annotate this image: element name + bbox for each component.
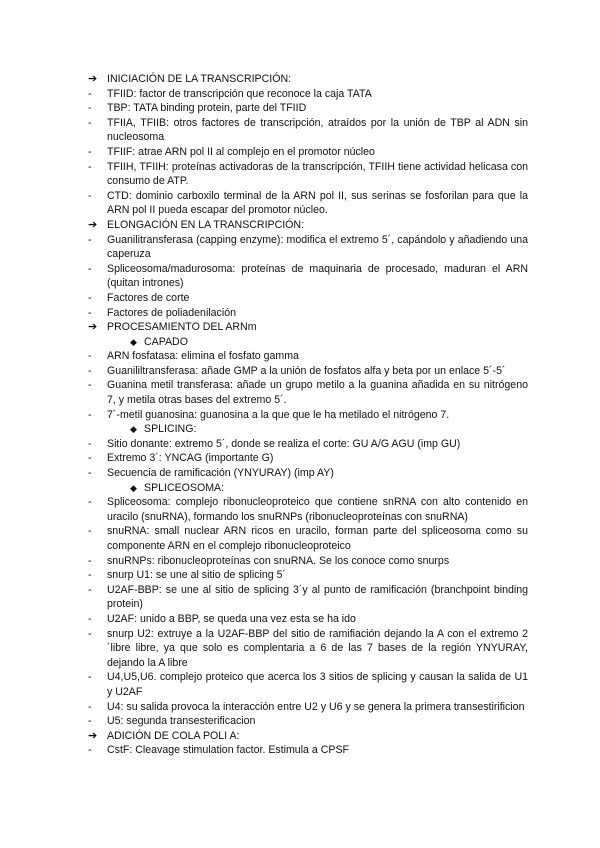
arrow-icon: ➔ xyxy=(88,729,98,742)
arrow-icon: ➔ xyxy=(88,218,98,231)
item-text: SPLICING: xyxy=(144,423,197,436)
list-item xyxy=(88,145,528,160)
item-text: TFIIA, TFIIB: otros factores de transcripción, atraídos por la unión de TBP al ADN sin nucleosoma xyxy=(107,116,528,144)
list-item xyxy=(88,116,528,145)
item-text: Extremo 3´: YNCAG (importante G) xyxy=(107,452,274,465)
item-text: Sitio donante: extremo 5´, donde se realiza el corte: GU A/G AGU (imp GU) xyxy=(107,437,461,450)
dash-bullet: - xyxy=(88,496,92,509)
dash-bullet: - xyxy=(88,189,92,202)
list-item xyxy=(88,583,528,612)
item-text: Spliceosoma: complejo ribonucleoproteico que contiene snRNA con alto contenido en uracilo (snuRNA), formando los snuRNPs (ribonucleoproteínas con snuRNA) xyxy=(107,496,528,523)
dash-bullet: - xyxy=(88,350,92,363)
item-text: snurp U1: se une al sitio de splicing 5´ xyxy=(107,569,287,582)
notes-list xyxy=(88,72,528,758)
dash-bullet: - xyxy=(88,262,92,275)
item-text: PROCESAMIENTO DEL ARNm xyxy=(107,321,257,334)
item-text: U5: segunda transesterificacion xyxy=(107,715,256,728)
dash-bullet: - xyxy=(88,233,92,246)
item-text: ADICIÓN DE COLA POLI A: xyxy=(107,729,240,742)
list-item xyxy=(88,743,528,758)
list-item xyxy=(88,349,528,364)
list-item xyxy=(88,378,528,407)
list-item xyxy=(88,306,528,321)
dash-bullet: - xyxy=(88,437,92,450)
item-text: Guanililtransferasa: añade GMP a la unión de fosfatos alfa y beta por un enlace 5´-5´ xyxy=(107,364,506,377)
list-item xyxy=(88,466,528,481)
item-text: TBP: TATA binding protein, parte del TFIID xyxy=(107,102,307,115)
item-text: CAPADO xyxy=(144,335,188,348)
item-text: snuRNA: small nuclear ARN ricos en uracilo, forman parte del spliceosoma como su componente ARN en el complejo ribonucleoproteico xyxy=(107,525,528,552)
item-text: U4: su salida provoca la interacción entre U2 y U6 y se genera la primera transestirificion xyxy=(107,700,525,713)
item-text: TFIIF: atrae ARN pol II al complejo en el promotor núcleo xyxy=(107,145,375,158)
list-item xyxy=(88,437,528,452)
dash-bullet: - xyxy=(88,612,92,625)
dash-bullet: - xyxy=(88,452,92,465)
subsection-heading xyxy=(88,481,528,496)
list-item xyxy=(88,160,528,189)
section-heading xyxy=(88,72,528,87)
list-item xyxy=(88,612,528,627)
item-text: U4,U5,U6. complejo proteico que acerca los 3 sitios de splicing y causan la salida de U1 y U2AF xyxy=(107,671,528,698)
dash-bullet: - xyxy=(88,525,92,538)
dash-bullet: - xyxy=(88,715,92,728)
dash-bullet: - xyxy=(88,700,92,713)
item-text: Spliceosoma/madurosoma: proteínas de maquinaria de procesado, maduran el ARN (quitan intrones) xyxy=(107,262,528,290)
list-item xyxy=(88,714,528,729)
item-text: SPLICEOSOMA: xyxy=(144,481,225,494)
item-text: ELONGACIÓN EN LA TRANSCRIPCIÓN: xyxy=(107,218,305,231)
dash-bullet: - xyxy=(88,364,92,377)
item-text: TFIIH, TFIIH: proteínas activadoras de la transcripción, TFIIH tiene actividad helicasa con consumo de ATP. xyxy=(107,160,528,188)
dash-bullet: - xyxy=(88,467,92,480)
section-heading xyxy=(88,320,528,335)
list-item xyxy=(88,291,528,306)
subsection-heading xyxy=(88,422,528,437)
item-text: 7´-metil guanosina: guanosina a la que que le ha metilado el nitrógeno 7. xyxy=(107,408,450,421)
dash-bullet: - xyxy=(88,408,92,421)
section-heading xyxy=(88,729,528,744)
diamond-icon: ◆ xyxy=(130,482,137,493)
item-text: snurp U2: extruye a la U2AF-BBP del sitio de ramifiación dejando la A con el extremo 2´libre libre, ya que solo es complentaria a 6 de las 7 bases de la región YNYURAY, dejando la A libre xyxy=(107,627,528,669)
list-item xyxy=(88,554,528,569)
item-text: CstF: Cleavage stimulation factor. Estimula a CPSF xyxy=(107,744,349,757)
list-item xyxy=(88,670,528,699)
list-item xyxy=(88,495,528,524)
dash-bullet: - xyxy=(88,744,92,757)
list-item xyxy=(88,451,528,466)
section-heading xyxy=(88,218,528,233)
dash-bullet: - xyxy=(88,291,92,304)
item-text: TFIID: factor de transcripción que reconoce la caja TATA xyxy=(107,87,372,100)
dash-bullet: - xyxy=(88,627,92,640)
dash-bullet: - xyxy=(88,583,92,596)
list-item xyxy=(88,233,528,262)
list-item xyxy=(88,627,528,671)
dash-bullet: - xyxy=(88,102,92,115)
dash-bullet: - xyxy=(88,87,92,100)
item-text: Factores de corte xyxy=(107,291,190,304)
diamond-icon: ◆ xyxy=(130,336,137,347)
list-item xyxy=(88,189,528,218)
list-item xyxy=(88,408,528,423)
item-text: Guanilitransferasa (capping enzyme): modifica el extremo 5´, capándolo y añadiendo una caperuza xyxy=(107,233,528,261)
list-item xyxy=(88,524,528,553)
item-text: U2AF: unido a BBP, se queda una vez esta se ha ido xyxy=(107,612,356,625)
item-text: Guanina metil transferasa: añade un grupo metilo a la guanina añadida en su nitrógeno 7, y metila otras bases del extremo 5´. xyxy=(107,379,528,407)
item-text: INICIACIÓN DE LA TRANSCRIPCIÓN: xyxy=(107,73,292,85)
list-item xyxy=(88,364,528,379)
dash-bullet: - xyxy=(88,554,92,567)
list-item xyxy=(88,700,528,715)
list-item xyxy=(88,101,528,116)
arrow-icon: ➔ xyxy=(88,73,98,85)
dash-bullet: - xyxy=(88,306,92,319)
arrow-icon: ➔ xyxy=(88,321,98,334)
item-text: Secuencia de ramificación (YNYURAY) (imp AY) xyxy=(107,467,334,480)
dash-bullet: - xyxy=(88,145,92,158)
dash-bullet: - xyxy=(88,671,92,684)
item-text: ARN fosfatasa: elimina el fosfato gamma xyxy=(107,350,299,363)
subsection-heading xyxy=(88,335,528,350)
dash-bullet: - xyxy=(88,160,92,173)
list-item xyxy=(88,87,528,102)
diamond-icon: ◆ xyxy=(130,424,137,435)
dash-bullet: - xyxy=(88,379,92,392)
item-text: Factores de poliadenilación xyxy=(107,306,236,319)
item-text: U2AF-BBP: se une al sitio de splicing 3´y al punto de ramificación (branchpoint binding protein) xyxy=(107,583,528,611)
list-item xyxy=(88,568,528,583)
item-text: CTD: dominio carboxilo terminal de la ARN pol II, sus serinas se fosforilan para que la ARN pol II pueda escapar del promotor núcleo. xyxy=(107,189,528,217)
dash-bullet: - xyxy=(88,569,92,582)
list-item xyxy=(88,262,528,291)
dash-bullet: - xyxy=(88,116,92,129)
item-text: snuRNPs: ribonucleoproteínas con snuRNA. Se los conoce como snurps xyxy=(107,554,450,567)
